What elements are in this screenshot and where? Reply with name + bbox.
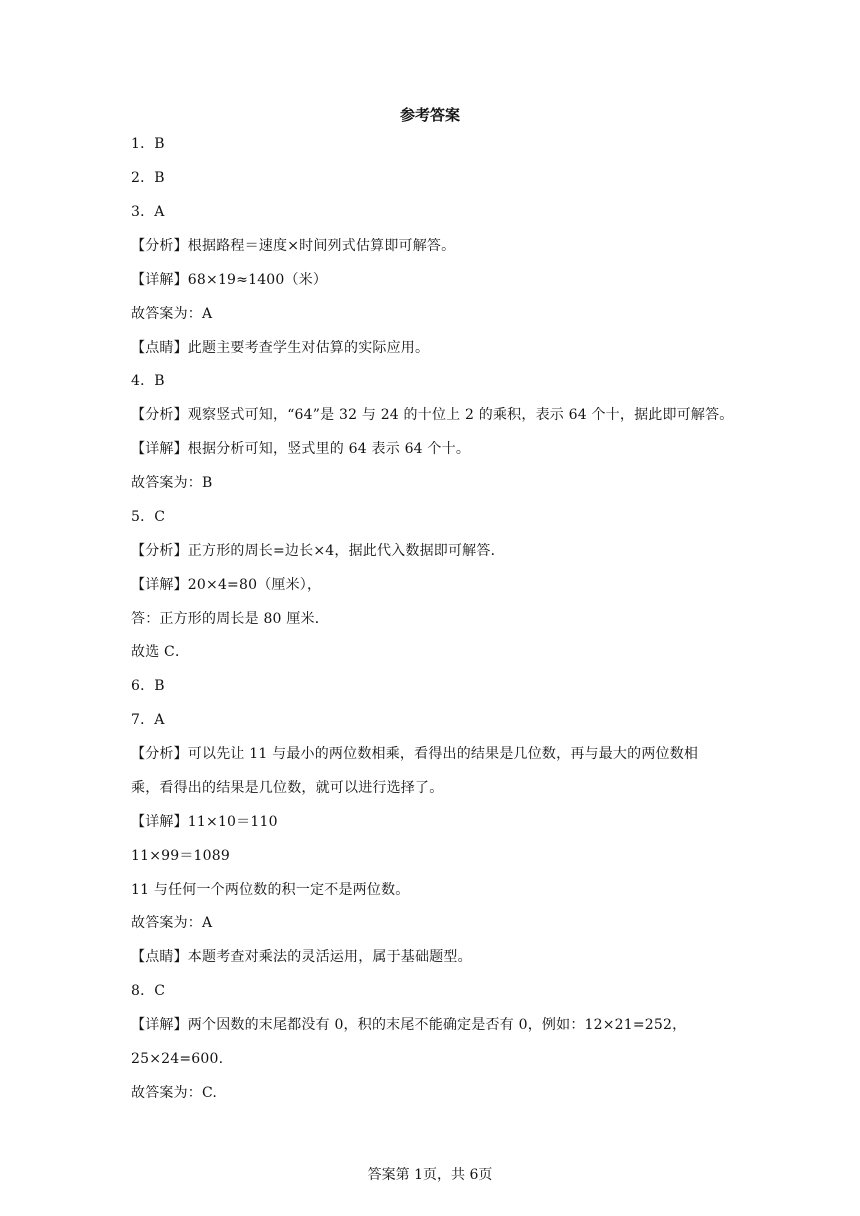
explanation-line: 【详解】11×10＝110: [131, 814, 278, 830]
explanation-line-continued: 25×24=600.: [131, 1051, 224, 1067]
analysis-line: 【分析】根据路程＝速度×时间列式估算即可解答。: [131, 238, 456, 254]
conclusion-line: 故选 C．: [131, 644, 190, 660]
analysis-line-continued: 乘，看得出的结果是几位数，就可以进行选择了。: [131, 780, 444, 796]
comment-line: 【点睛】本题考查对乘法的灵活运用，属于基础题型。: [131, 949, 472, 965]
answer-line: 6．B: [131, 678, 165, 694]
conclusion-line: 故答案为：A: [131, 915, 213, 931]
explanation-line: 11 与任何一个两位数的积一定不是两位数。: [131, 882, 410, 898]
explanation-line: 【详解】68×19≈1400（米）: [131, 272, 328, 288]
answer-line: 3．A: [131, 204, 165, 220]
analysis-line: 【分析】可以先让 11 与最小的两位数相乘，看得出的结果是几位数，再与最大的两位数相: [131, 746, 699, 762]
comment-line: 【点睛】此题主要考查学生对估算的实际应用。: [131, 340, 430, 356]
answer-line: 8．C: [131, 983, 166, 999]
page-footer: 答案第 1页，共 6页: [367, 1167, 493, 1183]
explanation-line: 11×99＝1089: [131, 848, 230, 864]
answer-line: 5．C: [131, 509, 166, 525]
answer-line: 2．B: [131, 170, 165, 186]
analysis-line: 【分析】正方形的周长=边长×4，据此代入数据即可解答．: [131, 543, 505, 559]
answer-line: 7．A: [131, 712, 165, 728]
page-title: 参考答案: [399, 106, 460, 124]
explanation-line: 【详解】20×4=80（厘米），: [131, 577, 322, 593]
explanation-line: 【详解】根据分析可知，竖式里的 64 表示 64 个十。: [131, 441, 471, 457]
explanation-line: 【详解】两个因数的末尾都没有 0，积的末尾不能确定是否有 0，例如：12×21=252，: [131, 1017, 687, 1033]
conclusion-line: 故答案为：A: [131, 306, 213, 322]
answer-line: 1．B: [131, 136, 165, 152]
reply-line: 答：正方形的周长是 80 厘米．: [131, 611, 329, 627]
answer-line: 4．B: [131, 373, 165, 389]
conclusion-line: 故答案为：C.: [131, 1085, 218, 1101]
analysis-line: 【分析】观察竖式可知，“64”是 32 与 24 的十位上 2 的乘积，表示 64 个十，据此即可解答。: [131, 407, 734, 423]
conclusion-line: 故答案为：B: [131, 475, 213, 491]
